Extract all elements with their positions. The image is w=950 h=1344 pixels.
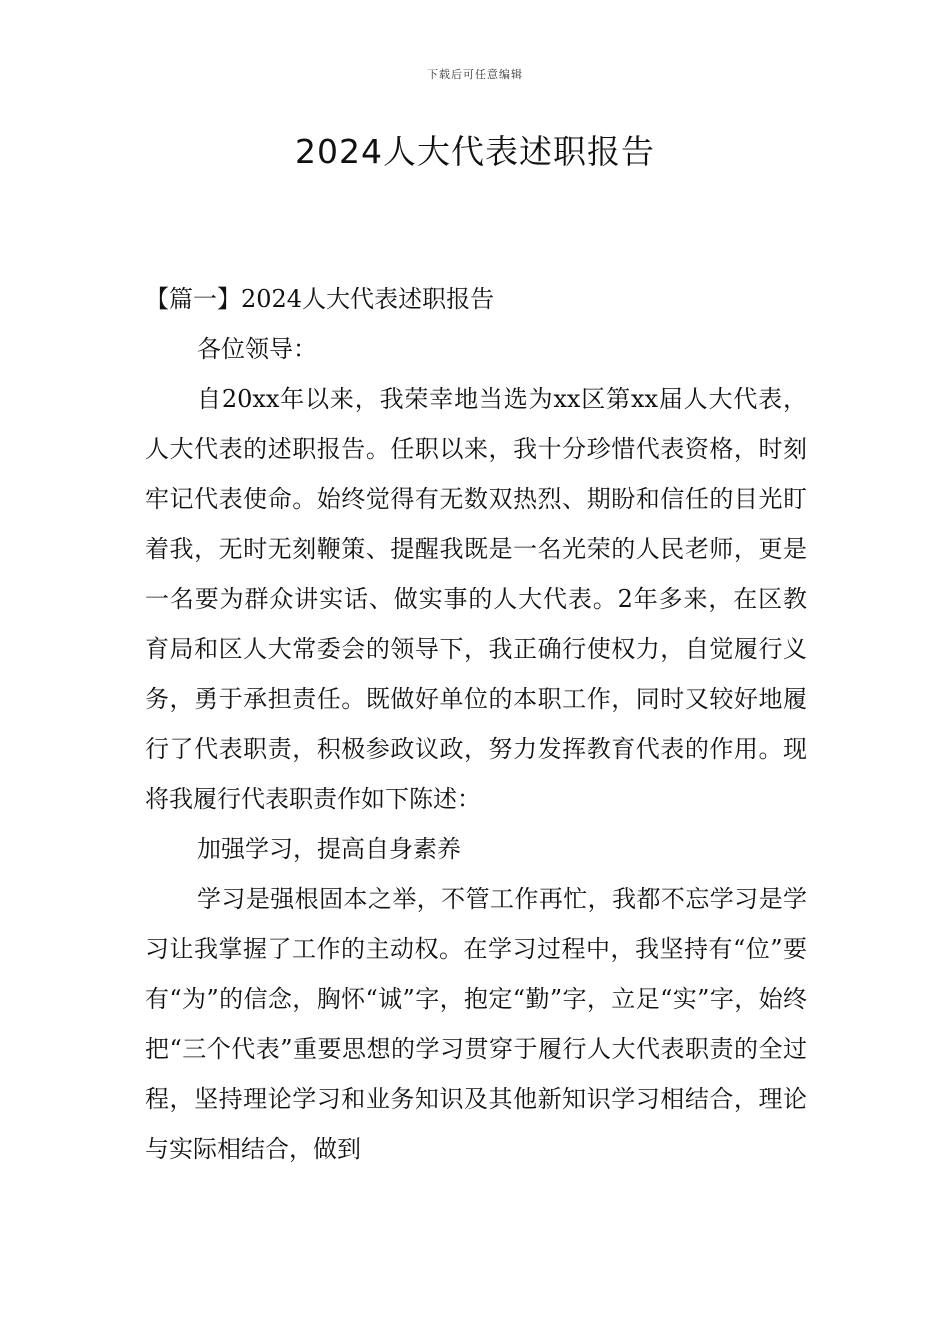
document-title: 2024人大代表述职报告 bbox=[295, 132, 655, 171]
paragraph: 学习是强根固本之举，不管工作再忙，我都不忘学习是学习让我掌握了工作的主动权。在学习过程中，我坚持有“位”要有“为”的信念，胸怀“诚”字，抱定“勤”字，立足“实”字，始终把“三个代表”重要思想的学习贯穿于履行人大代表职责的全过程，坚持理论学习和业务知识及其他新知识学习相结合，理论与实际相结合，做到 bbox=[145, 885, 807, 1163]
paragraph: 自20xx年以来，我荣幸地当选为xx区第xx届人大代表，人大代表的述职报告。任职以来，我十分珍惜代表资格，时刻牢记代表使命。始终觉得有无数双热烈、期盼和信任的目光盯着我，无时无刻鞭策、提醒我既是一名光荣的人民老师，更是一名要为群众讲实话、做实事的人大代表。2年多来，在区教育局和区人大常委会的领导下，我正确行使权力，自觉履行义务，勇于承担责任。既做好单位的本职工作，同时又较好地履行了代表职责，积极参政议政，努力发挥教育代表的作用。现将我履行代表职责作如下陈述： bbox=[145, 385, 807, 813]
salutation: 各位领导： bbox=[197, 335, 317, 363]
page-header-note: 下载后可任意编辑 bbox=[427, 68, 523, 81]
document-body bbox=[145, 274, 807, 1174]
section-heading: 【篇一】2024人大代表述职报告 bbox=[145, 285, 495, 313]
subheading: 加强学习，提高自身素养 bbox=[197, 835, 461, 863]
